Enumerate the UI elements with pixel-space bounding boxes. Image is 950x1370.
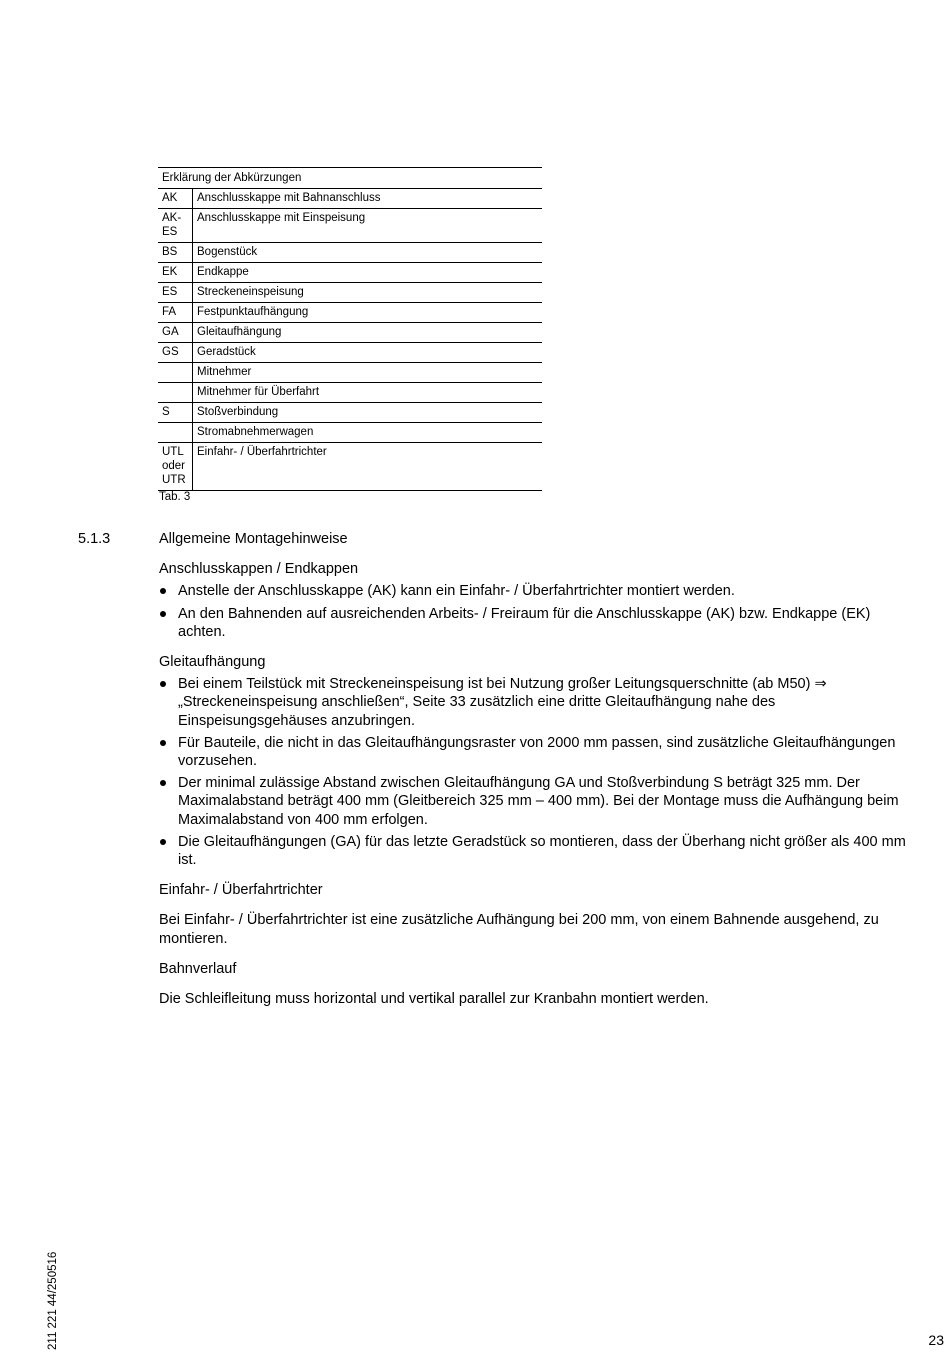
list-item xyxy=(159,675,919,730)
list-item xyxy=(159,734,919,770)
abbr-cell xyxy=(158,363,193,383)
paragraph-trichter: Bei Einfahr- / Überfahrtrichter ist eine zusätzliche Aufhängung bei 200 mm, von einem Bahnende ausgehend, zu montieren. xyxy=(159,912,879,947)
desc-cell: Geradstück xyxy=(193,343,543,363)
table-header: Erklärung der Abkürzungen xyxy=(158,168,542,189)
table-row xyxy=(158,443,542,491)
table-row xyxy=(158,209,542,243)
table-row xyxy=(158,383,542,403)
list-item xyxy=(159,774,919,829)
list-item xyxy=(159,833,919,869)
abbr-cell: AK- ES xyxy=(158,209,193,243)
table-row xyxy=(158,263,542,283)
abbr-cell: ES xyxy=(158,283,193,303)
abbr-cell: UTL oder UTR xyxy=(158,443,193,491)
abbr-cell: FA xyxy=(158,303,193,323)
table-row xyxy=(158,423,542,443)
subsection-title-gleit: Gleitaufhängung xyxy=(159,654,266,671)
main-content xyxy=(159,530,919,1020)
table-caption: Tab. 3 xyxy=(159,491,191,503)
table-row xyxy=(158,283,542,303)
section-number: 5.1.3 xyxy=(78,531,111,547)
list-item-text: Der minimal zulässige Abstand zwischen Gleitaufhängung GA und Stoßverbindung S beträgt 325 mm. Der Maximalabstand beträgt 400 mm (Gleitbereich 325 mm – 400 mm). Bei der Montage muss die Aufhängung beim Maximalabstand von 400 mm erfolgen. xyxy=(178,775,899,828)
bullet-icon xyxy=(160,681,166,687)
desc-cell: Anschlusskappe mit Einspeisung xyxy=(193,209,543,243)
desc-cell: Mitnehmer für Überfahrt xyxy=(193,383,543,403)
list-item xyxy=(159,605,919,641)
abbr-cell xyxy=(158,383,193,403)
page-number: 23 xyxy=(928,1332,944,1348)
abbr-cell: GA xyxy=(158,323,193,343)
desc-cell: Anschlusskappe mit Bahnanschluss xyxy=(193,189,543,209)
table-row xyxy=(158,189,542,209)
abbr-cell: S xyxy=(158,403,193,423)
list-item xyxy=(159,582,919,600)
desc-cell: Bogenstück xyxy=(193,243,543,263)
bullet-icon xyxy=(160,780,166,786)
desc-cell: Stoßverbindung xyxy=(193,403,543,423)
list-item-text: Bei einem Teilstück mit Streckeneinspeisung ist bei Nutzung großer Leitungsquerschnitte (ab M50) ⇒ „Streckeneinspeisung anschließen“, Seite 33 zusätzlich eine dritte Gleitaufhängung nahe des Einspeisungsgehäuses anzubringen. xyxy=(178,676,827,729)
desc-cell: Gleitaufhängung xyxy=(193,323,543,343)
table-row xyxy=(158,323,542,343)
table-row xyxy=(158,403,542,423)
list-item-text: Anstelle der Anschlusskappe (AK) kann ein Einfahr- / Überfahrtrichter montiert werden. xyxy=(178,583,735,600)
desc-cell: Mitnehmer xyxy=(193,363,543,383)
desc-cell: Festpunktaufhängung xyxy=(193,303,543,323)
abbr-cell: BS xyxy=(158,243,193,263)
abbr-cell: EK xyxy=(158,263,193,283)
table-row xyxy=(158,303,542,323)
bullet-list-kappen xyxy=(159,582,919,641)
bullet-icon xyxy=(160,839,166,845)
table-row xyxy=(158,363,542,383)
abbr-cell: GS xyxy=(158,343,193,363)
subsection-title-kappen: Anschlusskappen / Endkappen xyxy=(159,561,359,578)
desc-cell: Streckeneinspeisung xyxy=(193,283,543,303)
section-title: Allgemeine Montagehinweise xyxy=(159,531,348,547)
abbr-cell: AK xyxy=(158,189,193,209)
abbr-cell xyxy=(158,423,193,443)
list-item-text: Für Bauteile, die nicht in das Gleitaufhängungsraster von 2000 mm passen, sind zusätzliche Gleitaufhängungen vorzusehen. xyxy=(178,734,896,770)
list-item-text: An den Bahnenden auf ausreichenden Arbeits- / Freiraum für die Anschlusskappe (AK) bzw. Endkappe (EK) achten. xyxy=(178,605,871,640)
bullet-icon xyxy=(160,740,166,746)
desc-cell: Einfahr- / Überfahrtrichter xyxy=(193,443,543,491)
table-body xyxy=(158,189,542,491)
table-row xyxy=(158,343,542,363)
document-number: 211 221 44/250516 xyxy=(47,1251,59,1350)
desc-cell: Stromabnehmerwagen xyxy=(193,423,543,443)
list-item-text: Die Gleitaufhängungen (GA) für das letzte Geradstück so montieren, dass der Überhang nicht größer als 400 mm ist. xyxy=(178,833,906,869)
desc-cell: Endkappe xyxy=(193,263,543,283)
bullet-list-gleit xyxy=(159,675,919,869)
table-row xyxy=(158,243,542,263)
subsection-title-trichter: Einfahr- / Überfahrtrichter xyxy=(159,882,323,899)
paragraph-bahn: Die Schleifleitung muss horizontal und vertikal parallel zur Kranbahn montiert werden. xyxy=(159,991,709,1008)
abbreviations-table xyxy=(158,167,542,491)
bullet-icon xyxy=(160,588,166,594)
bullet-icon xyxy=(160,611,166,617)
subsection-title-bahn: Bahnverlauf xyxy=(159,960,237,977)
